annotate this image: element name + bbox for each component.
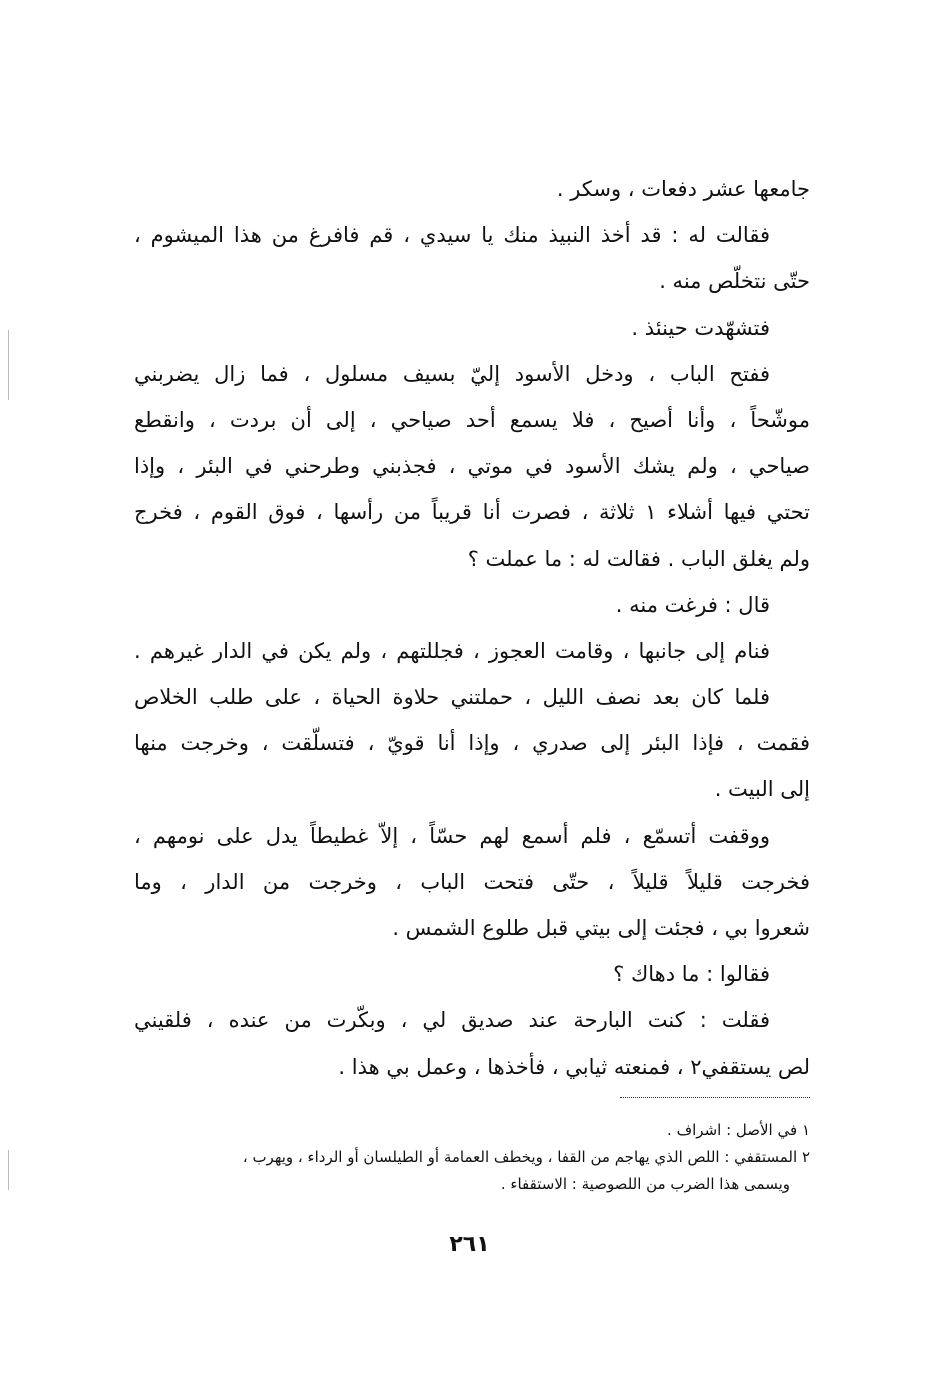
text-line: صياحي ، ولم يشك الأسود في موتي ، فجذبني وطرحني في البئر ، وإذا (134, 454, 810, 479)
text-line: قال : فرغت منه . (615, 592, 770, 617)
text-line: شعروا بي ، فجئت إلى بيتي قبل طلوع الشمس . (392, 916, 810, 940)
text-line: فقمت ، فإذا البئر إلى صدري ، وإذا أنا قويّ ، فتسلّقت ، وخرجت منها (134, 731, 810, 756)
text-line: فقالوا : ما دهاك ؟ (613, 962, 770, 987)
text-line: فخرجت قليلاً قليلاً ، حتّى فتحت الباب ، وخرجت من الدار ، وما (134, 869, 810, 894)
scan-edge-mark (8, 1150, 9, 1190)
text-line: فتشهّدت حينئذ . (631, 315, 770, 340)
text-line: فلما كان بعد نصف الليل ، حملتني حلاوة الحياة ، على طلب الخلاص (134, 685, 770, 710)
text-line: تحتي فيها أشلاء ١ ثلاثة ، فصرت أنا قريباً من رأسها ، فوق القوم ، فخرج (134, 500, 810, 525)
footnote-line: ٢ المستقفي : اللص الذي يهاجم من القفا ، ويخطف العمامة أو الطيلسان أو الرداء ، ويهرب ، (242, 1148, 810, 1166)
footnotes-block (134, 1117, 810, 1198)
text-line: موشّحاً ، وأنا أصيح ، فلا يسمع أحد صياحي ، إلى أن بردت ، وانقطع (134, 407, 810, 432)
text-line: لص يستقفي٢ ، فمنعته ثيابي ، فأخذها ، وعمل بي هذا . (338, 1054, 810, 1079)
page-number: ٢٦١ (449, 1232, 490, 1257)
text-line: ووقفت أتسمّع ، فلم أسمع لهم حسّاً ، إلاّ غطيطاً يدل على نومهم ، (134, 823, 770, 848)
footnote-line: ويسمى هذا الضرب من اللصوصية : الاستقفاء . (500, 1175, 790, 1193)
text-line: جامعها عشر دفعات ، وسكر . (556, 177, 810, 201)
text-line: حتّى نتخلّص منه . (659, 269, 810, 294)
scan-edge-mark (8, 330, 9, 400)
text-line: فنام إلى جانبها ، وقامت العجوز ، فجللتهم ، ولم يكن في الدار غيرهم . (134, 638, 770, 663)
text-line: إلى البيت . (714, 777, 810, 802)
text-line: فقلت : كنت البارحة عند صديق لي ، وبكّرت من عنده ، فلقيني (134, 1008, 770, 1033)
text-line: ففتح الباب ، ودخل الأسود إليّ بسيف مسلول ، فما زال يضربني (134, 361, 770, 386)
text-line: فقالت له : قد أخذ النبيذ منك يا سيدي ، قم فافرغ من هذا الميشوم ، (134, 223, 770, 248)
footnote-separator (620, 1097, 810, 1098)
text-line: ولم يغلق الباب . فقالت له : ما عملت ؟ (467, 546, 810, 571)
main-text-block (134, 166, 810, 1090)
footnote-line: ١ في الأصل : اشراف . (667, 1121, 810, 1139)
